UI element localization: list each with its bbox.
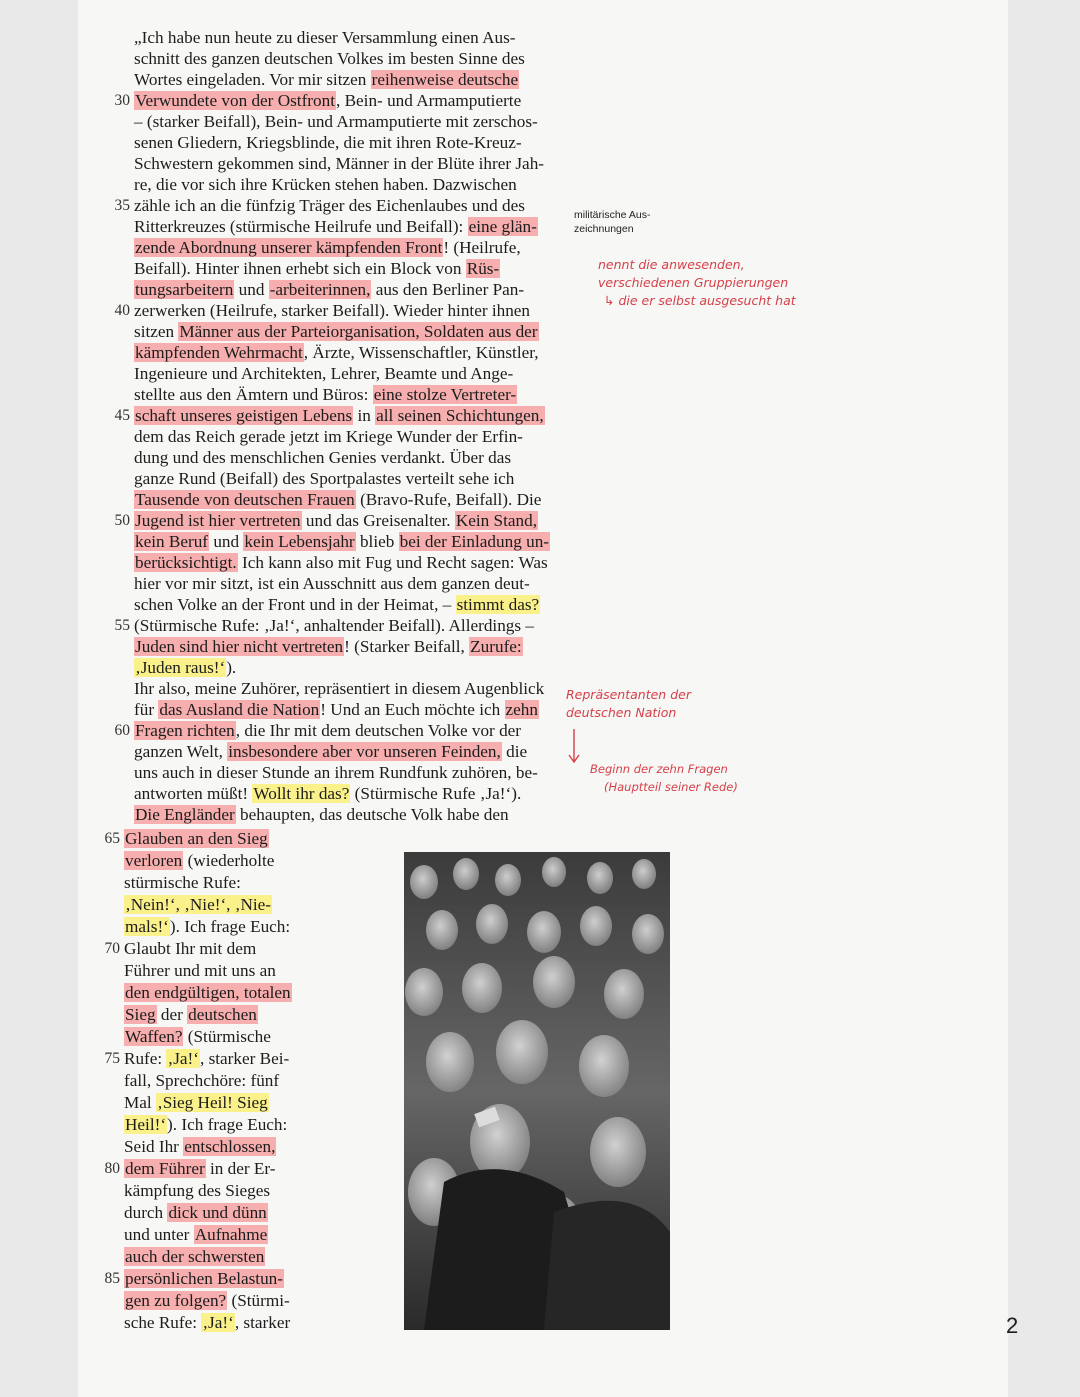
line-text [124,960,276,981]
handwritten-note-groups [598,256,796,310]
text-segment: Ich kann also mit Fug und Recht sagen: Was [237,553,548,572]
highlight-pink: schaft unseres geistigen Lebens [135,406,353,425]
text-segment: dung und des menschlichen Genies verdankt. Über das [134,448,512,467]
handwritten-note-nation [566,686,691,722]
highlight-pink: das Ausland die Nation [159,700,320,719]
text-segment: zähle ich an die fünfzig Träger des Eichenlaubes und des [134,196,525,215]
line-number: 45 [114,407,130,424]
highlight-yellow: ‚Ja!‘ [167,1049,199,1068]
text-segment: Mal [124,1093,156,1112]
text-segment: der [156,1005,188,1024]
line-number: 40 [114,302,130,319]
highlight-pink: dick und dünn [168,1203,267,1222]
highlight-pink: kein Lebensjahr [244,532,355,551]
line-text [124,1158,276,1179]
highlight-pink: persönlichen Belastun- [125,1269,283,1288]
text-segment: sche Rufe: [124,1313,202,1332]
line-number: 55 [114,617,130,634]
text-segment: Glaubt Ihr mit dem [124,939,257,958]
highlight-pink: Fragen richten [135,721,235,740]
text-segment: und das Greisenalter. [301,511,455,530]
line-text [134,615,534,636]
text-segment: ). [226,658,237,677]
highlight-pink: Kein Stand, [455,511,537,530]
text-segment: aus den Berliner Pan- [371,280,525,299]
line-number: 85 [104,1270,120,1287]
highlight-pink: Rüs- [466,259,500,278]
highlight-yellow: ‚Sieg Heil! Sieg [156,1093,268,1112]
line-text [134,174,517,195]
text-segment: Führer und mit uns an [124,961,276,980]
highlight-pink: all seinen Schichtungen, [376,406,544,425]
text-segment: ! Und an Euch möchte ich [320,700,505,719]
highlight-pink: Jugend ist hier vertreten [135,511,301,530]
line-text [134,741,527,762]
line-text [124,1180,270,1201]
line-text [134,48,525,69]
line-text [124,938,256,959]
line-text [134,489,541,510]
line-text [134,153,544,174]
highlight-pink: Sieg [125,1005,156,1024]
text-segment: (Stürmische Rufe: ‚Ja!‘, anhaltender Beifall). Allerdings – [134,616,534,635]
line-text [134,342,539,363]
line-number: 65 [104,830,120,847]
text-segment: in der Er- [205,1159,276,1178]
line-text [124,850,274,871]
highlight-pink: reihenweise deutsche [371,70,519,89]
line-text [134,510,538,531]
line-text [134,468,514,489]
highlight-pink: gen zu folgen? [125,1291,227,1310]
highlight-yellow: ‚Ja!‘ [202,1313,234,1332]
text-segment: Seid Ihr [124,1137,184,1156]
line-number: 80 [104,1160,120,1177]
highlight-pink: zehn [505,700,538,719]
text-segment: , Ärzte, Wissenschaftler, Künstler, [303,343,539,362]
text-segment: dem das Reich gerade jetzt im Kriege Wunder der Erfin- [134,427,523,446]
highlight-pink: auch der schwersten [125,1247,265,1266]
line-text [134,258,500,279]
text-segment: schnitt des ganzen deutschen Volkes im besten Sinne des [134,49,525,68]
line-text [124,1070,279,1091]
line-text [134,195,525,216]
highlight-pink: eine stolze Vertreter- [373,385,517,404]
highlight-pink: Aufnahme [194,1225,268,1244]
text-segment: die [501,742,528,761]
line-text [134,804,509,825]
highlight-pink: deutschen [188,1005,257,1024]
line-text [134,300,530,321]
margin-note-printed [574,208,650,236]
line-text [124,1312,290,1333]
text-segment: kämpfung des Sieges [124,1181,271,1200]
text-segment: , starker [234,1313,291,1332]
text-segment: , die Ihr mit dem deutschen Volke vor der [235,721,522,740]
highlight-pink: tungsarbeitern [135,280,234,299]
highlight-pink: kämpfenden Wehrmacht [135,343,303,362]
line-text [124,1246,265,1267]
text-segment: ganzen Welt, [134,742,228,761]
line-text [124,1136,276,1157]
text-segment: (wiederholte [183,851,275,870]
line-number: 35 [114,197,130,214]
highlight-pink: Zurufe: [470,637,522,656]
text-segment: in [353,406,376,425]
highlight-yellow: ‚Nein!‘, ‚Nie!‘, ‚Nie- [125,895,272,914]
text-segment: (Stürmi- [227,1291,290,1310]
text-segment: Wortes eingeladen. Vor mir sitzen [134,70,371,89]
text-segment: (Stürmische Rufe ‚Ja!‘). [350,784,522,803]
text-segment: für [134,700,159,719]
line-text [124,828,269,849]
highlight-pink: eine glän- [468,217,537,236]
text-segment: stürmische Rufe: [124,873,241,892]
line-text [134,321,539,342]
line-text [134,636,523,657]
line-text [134,531,550,552]
handwritten-line: nennt die anwesenden, [598,257,745,272]
highlight-pink: Tausende von deutschen Frauen [135,490,355,509]
margin-note-line-1: militärische Aus- [574,209,651,221]
highlight-pink: bei der Einladung un- [399,532,550,551]
text-segment: zerwerken (Heilrufe, starker Beifall). Wieder hinter ihnen [134,301,531,320]
text-segment: ganze Rund (Beifall) des Sportpalastes verteilt sehe ich [134,469,515,488]
margin-note-line-2: zeichnungen [574,223,634,235]
highlight-pink: -arbeiterinnen, [269,280,371,299]
highlight-pink: verloren [125,851,183,870]
line-text [134,762,538,783]
line-text [134,573,530,594]
line-number: 30 [114,92,130,109]
line-text [134,363,513,384]
line-text [124,1048,289,1069]
line-text [134,678,544,699]
text-segment: hier vor mir sitzt, ist ein Ausschnitt aus dem ganzen deut- [134,574,530,593]
line-text [124,1268,284,1289]
text-segment: Rufe: [124,1049,167,1068]
text-segment: ! (Starker Beifall, [344,637,470,656]
crowd-photo [404,852,670,1330]
text-segment: schen Volke an der Front und in der Heimat, – [134,595,456,614]
highlight-yellow: stimmt das? [456,595,540,614]
line-text [124,1092,269,1113]
highlight-pink: Waffen? [125,1027,183,1046]
line-number: 50 [114,512,130,529]
line-text [124,872,241,893]
line-text [134,216,538,237]
highlight-pink: den endgültigen, totalen [125,983,291,1002]
text-segment: ! (Heilrufe, [443,238,521,257]
handwritten-line: deutschen Nation [566,705,677,720]
highlight-pink: Juden sind hier nicht vertreten [135,637,344,656]
line-text [124,982,292,1003]
document-page [78,0,1019,1397]
text-segment: durch [124,1203,168,1222]
text-segment: senen Gliedern, Kriegsblinde, die mit ihren Rote-Kreuz- [134,133,522,152]
line-text [134,594,540,615]
highlight-pink: dem Führer [125,1159,205,1178]
highlight-pink: Männer aus der Parteiorganisation, Soldaten aus der [179,322,538,341]
line-text [134,111,538,132]
highlight-yellow: Wollt ihr das? [253,784,350,803]
text-segment: sitzen [134,322,179,341]
text-segment: stellte aus den Ämtern und Büros: [134,385,373,404]
line-text [134,90,521,111]
highlight-pink: kein Beruf [135,532,209,551]
line-number: 70 [104,940,120,957]
text-segment: (Stürmische [183,1027,271,1046]
highlight-pink: zende Abordnung unserer kämpfenden Front [135,238,443,257]
highlight-pink: Verwundete von der Ostfront [135,91,335,110]
text-segment: fall, Sprechchöre: fünf [124,1071,280,1090]
line-text [134,237,521,258]
line-text [134,279,524,300]
text-segment: Ihr also, meine Zuhörer, repräsentiert in diesem Augenblick [134,679,545,698]
text-segment: Beifall). Hinter ihnen erhebt sich ein Block von [134,259,466,278]
text-segment: , starker Bei- [199,1049,290,1068]
text-segment: „Ich habe nun heute zu dieser Versammlung einen Aus- [134,28,516,47]
handwritten-line: ↳ die er selbst ausgesucht hat [604,293,796,308]
line-text [134,384,517,405]
line-text [134,783,521,804]
line-text [124,894,272,915]
handwritten-line: Repräsentanten der [566,687,691,702]
line-text [134,132,522,153]
handwritten-note-questions [590,760,738,796]
text-segment: ). Ich frage Euch: [167,1115,288,1134]
line-text [124,1114,287,1135]
highlight-pink: Glauben an den Sieg [125,829,268,848]
highlight-pink: insbesondere aber vor unseren Feinden, [228,742,501,761]
text-segment: ). Ich frage Euch: [169,917,291,936]
line-text [124,916,290,937]
highlight-pink: entschlossen, [184,1137,276,1156]
text-segment: und unter [124,1225,194,1244]
highlight-pink: Die Engländer [135,805,235,824]
line-text [134,447,511,468]
line-text [134,69,519,90]
highlight-yellow: ‚Juden raus!‘ [135,658,226,677]
text-segment: Ingenieure und Architekten, Lehrer, Beamte und Ange- [134,364,514,383]
highlight-yellow: mals!‘ [125,917,169,936]
line-text [134,27,516,48]
text-segment: behaupten, das deutsche Volk habe den [235,805,509,824]
line-text [134,426,523,447]
text-segment: Schwestern gekommen sind, Männer in der Blüte ihrer Jah- [134,154,545,173]
text-segment: re, die vor sich ihre Krücken stehen haben. Dazwischen [134,175,517,194]
line-text [124,1224,268,1245]
handwritten-line: Beginn der zehn Fragen [590,762,728,776]
text-segment: und [209,532,244,551]
text-segment: – (starker Beifall), Bein- und Armamputierte mit zerschos- [134,112,538,131]
line-text [134,699,539,720]
handwritten-arrow-icon [566,727,582,767]
line-text [134,552,548,573]
text-segment: Ritterkreuzes (stürmische Heilrufe und Beifall): [134,217,468,236]
handwritten-line: (Hauptteil seiner Rede) [604,780,738,794]
text-segment: antworten müßt! [134,784,253,803]
highlight-pink: berücksichtigt. [135,553,237,572]
handwritten-line: verschiedenen Gruppierungen [598,275,789,290]
highlight-yellow: Heil!‘ [125,1115,167,1134]
line-number: 75 [104,1050,120,1067]
page-number: 2 [1006,1313,1019,1338]
text-segment: (Bravo-Rufe, Beifall). Die [355,490,542,509]
line-text [124,1290,290,1311]
line-text [134,720,521,741]
line-text [134,405,545,426]
line-text [124,1004,258,1025]
text-segment: blieb [355,532,399,551]
line-text [124,1026,271,1047]
text-segment: und [234,280,269,299]
line-text [134,657,236,678]
line-number: 60 [114,722,130,739]
text-segment: uns auch in dieser Stunde an ihrem Rundfunk zuhören, be- [134,763,538,782]
text-segment: , Bein- und Armamputierte [336,91,522,110]
line-text [124,1202,268,1223]
